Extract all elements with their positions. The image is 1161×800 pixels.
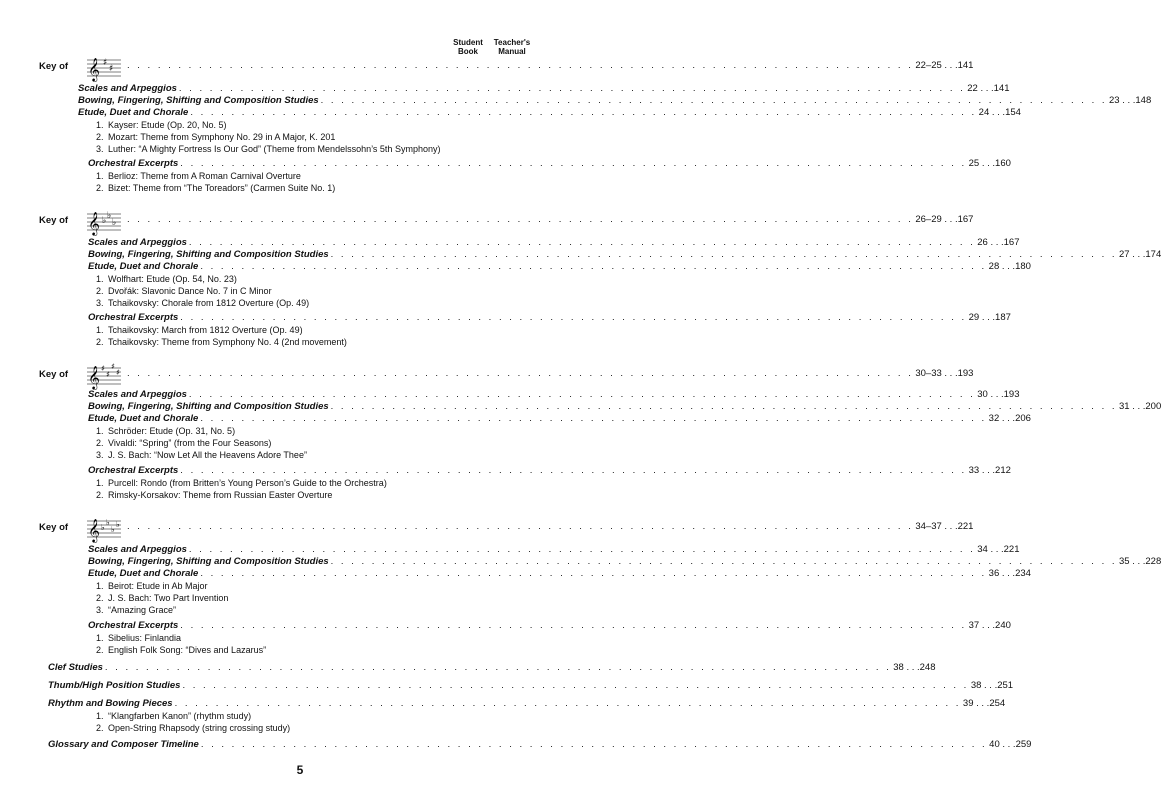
key-entry: . . . . . . . . . . . . . . . . . . . . . . . . . . . . . . . . . . . . . . . . . . . . . . . . . . . . . . . . . . . . . . . . . . . . . . . . . . . . . 22–25 . . .141 — [127, 60, 974, 71]
key-label: Key of — [39, 369, 69, 380]
svg-text:♭: ♭ — [102, 216, 107, 226]
toc-entry: Etude, Duet and Chorale . . . . . . . . . . . . . . . . . . . . . . . . . . . . . . . . . . . . . . . . . . . . . . . . . . . . . . . . . . . . . . . . . . . . . . . . . . . . . 36 . . .234 — [88, 568, 1031, 579]
list-item: 1. Kayser: Etude (Op. 20, No. 5) — [96, 120, 227, 130]
list-item: 1. Schröder: Etude (Op. 31, No. 5) — [96, 426, 236, 436]
toc-entry-glossary: Glossary and Composer Timeline . . . . . . . . . . . . . . . . . . . . . . . . . . . . . . . . . . . . . . . . . . . . . . . . . . . . . . . . . . . . . . . . . . . . . . . . . . . . . 40 . . .259 — [48, 739, 1032, 750]
svg-text:𝄞: 𝄞 — [88, 211, 100, 235]
svg-text:♭: ♭ — [116, 520, 120, 529]
teachers-manual-column-header: Teacher's Manual — [493, 38, 531, 56]
toc-entry: Orchestral Excerpts . . . . . . . . . . . . . . . . . . . . . . . . . . . . . . . . . . . . . . . . . . . . . . . . . . . . . . . . . . . . . . . . . . . . . . . . . . . . . 33 . . .212 — [88, 465, 1011, 476]
page-numbers: 22–25 . . .141 — [915, 60, 974, 71]
svg-text:𝄞: 𝄞 — [88, 365, 100, 389]
list-item: 1. Sibelius: Finlandia — [96, 633, 182, 643]
list-item: 3. “Amazing Grace” — [96, 605, 177, 615]
svg-text:♯: ♯ — [103, 58, 108, 68]
list-item: 1. Purcell: Rondo (from Britten’s Young Person’s Guide to the Orchestra) — [96, 478, 387, 488]
toc-entry: Scales and Arpeggios . . . . . . . . . . . . . . . . . . . . . . . . . . . . . . . . . . . . . . . . . . . . . . . . . . . . . . . . . . . . . . . . . . . . . . . . . . . . . 22 . . .141 — [78, 83, 1010, 94]
toc-entry: Bowing, Fingering, Shifting and Composition Studies . . . . . . . . . . . . . . . . . . . . . . . . . . . . . . . . . . . . . . . . . . . . . . . . . . . . . . . . . . . . . . . . . . . . . . . . . . . . . 35 . . .228 — [88, 556, 1161, 567]
svg-text:♭: ♭ — [106, 518, 110, 527]
svg-text:♯: ♯ — [109, 64, 114, 74]
list-item: 1. Berlioz: Theme from A Roman Carnival Overture — [96, 171, 301, 181]
toc-entry: Orchestral Excerpts . . . . . . . . . . . . . . . . . . . . . . . . . . . . . . . . . . . . . . . . . . . . . . . . . . . . . . . . . . . . . . . . . . . . . . . . . . . . . 29 . . .187 — [88, 312, 1011, 323]
svg-text:♯: ♯ — [101, 364, 105, 373]
key-entry: . . . . . . . . . . . . . . . . . . . . . . . . . . . . . . . . . . . . . . . . . . . . . . . . . . . . . . . . . . . . . . . . . . . . . . . . . . . . . 30–33 . . .193 — [127, 368, 974, 379]
list-item: 2. Mozart: Theme from Symphony No. 29 in A Major, K. 201 — [96, 132, 336, 142]
page-number: 5 — [296, 763, 304, 777]
svg-text:𝄞: 𝄞 — [88, 518, 100, 542]
key-label: Key of — [39, 215, 69, 226]
toc-entry-clef-studies: Clef Studies . . . . . . . . . . . . . . . . . . . . . . . . . . . . . . . . . . . . . . . . . . . . . . . . . . . . . . . . . . . . . . . . . . . . . . . . . . . . . 38 . . .248 — [48, 662, 936, 673]
svg-text:♭: ♭ — [101, 523, 105, 532]
list-item: 1. Tchaikovsky: March from 1812 Overture (Op. 49) — [96, 325, 303, 335]
svg-text:♭: ♭ — [107, 211, 112, 221]
toc-entry: Bowing, Fingering, Shifting and Composition Studies . . . . . . . . . . . . . . . . . . . . . . . . . . . . . . . . . . . . . . . . . . . . . . . . . . . . . . . . . . . . . . . . . . . . . . . . . . . . . 27 . . .174 — [88, 249, 1161, 260]
key-entry: . . . . . . . . . . . . . . . . . . . . . . . . . . . . . . . . . . . . . . . . . . . . . . . . . . . . . . . . . . . . . . . . . . . . . . . . . . . . . 34–37 . . .221 — [127, 521, 974, 532]
list-item: 2. Tchaikovsky: Theme from Symphony No. 4 (2nd movement) — [96, 337, 347, 347]
svg-text:♯: ♯ — [111, 362, 115, 371]
svg-text:♯: ♯ — [116, 368, 120, 377]
list-item: 2. Open-String Rhapsody (string crossing study) — [96, 723, 291, 733]
list-item: 2. J. S. Bach: Two Part Invention — [96, 593, 229, 603]
toc-entry: Etude, Duet and Chorale . . . . . . . . . . . . . . . . . . . . . . . . . . . . . . . . . . . . . . . . . . . . . . . . . . . . . . . . . . . . . . . . . . . . . . . . . . . . . 32 . . .206 — [88, 413, 1031, 424]
svg-text:♭: ♭ — [112, 218, 117, 228]
toc-entry: Orchestral Excerpts . . . . . . . . . . . . . . . . . . . . . . . . . . . . . . . . . . . . . . . . . . . . . . . . . . . . . . . . . . . . . . . . . . . . . . . . . . . . . 37 . . .240 — [88, 620, 1011, 631]
list-item: 3. Tchaikovsky: Chorale from 1812 Overture (Op. 49) — [96, 298, 310, 308]
list-item: 2. Dvořák: Slavonic Dance No. 7 in C Minor — [96, 286, 272, 296]
svg-text:𝄞: 𝄞 — [88, 57, 100, 81]
key-signature-icon — [87, 208, 121, 234]
student-book-column-header: Student Book — [453, 38, 483, 56]
toc-entry: Scales and Arpeggios . . . . . . . . . . . . . . . . . . . . . . . . . . . . . . . . . . . . . . . . . . . . . . . . . . . . . . . . . . . . . . . . . . . . . . . . . . . . . 34 . . .221 — [88, 544, 1020, 555]
toc-entry: Bowing, Fingering, Shifting and Composition Studies . . . . . . . . . . . . . . . . . . . . . . . . . . . . . . . . . . . . . . . . . . . . . . . . . . . . . . . . . . . . . . . . . . . . . . . . . . . . . 31 . . .200 — [88, 401, 1161, 412]
key-signature-icon — [87, 515, 121, 541]
list-item: 2. English Folk Song: “Dives and Lazarus” — [96, 645, 267, 655]
toc-entry: Scales and Arpeggios . . . . . . . . . . . . . . . . . . . . . . . . . . . . . . . . . . . . . . . . . . . . . . . . . . . . . . . . . . . . . . . . . . . . . . . . . . . . . 26 . . .167 — [88, 237, 1020, 248]
key-label: Key of — [39, 61, 69, 72]
svg-text:♭: ♭ — [111, 525, 115, 534]
list-item: 2. Bizet: Theme from “The Toreadors” (Carmen Suite No. 1) — [96, 183, 336, 193]
list-item: 3. J. S. Bach: “Now Let All the Heavens Adore Thee” — [96, 450, 307, 460]
toc-entry: Orchestral Excerpts . . . . . . . . . . . . . . . . . . . . . . . . . . . . . . . . . . . . . . . . . . . . . . . . . . . . . . . . . . . . . . . . . . . . . . . . . . . . . 25 . . .160 — [88, 158, 1011, 169]
list-item: 3. Luther: “A Mighty Fortress Is Our God” (Theme from Mendelssohn’s 5th Symphony) — [96, 144, 441, 154]
toc-entry-rhythm-bowing: Rhythm and Bowing Pieces . . . . . . . . . . . . . . . . . . . . . . . . . . . . . . . . . . . . . . . . . . . . . . . . . . . . . . . . . . . . . . . . . . . . . . . . . . . . . 39 . . .254 — [48, 698, 1006, 709]
toc-entry: Etude, Duet and Chorale . . . . . . . . . . . . . . . . . . . . . . . . . . . . . . . . . . . . . . . . . . . . . . . . . . . . . . . . . . . . . . . . . . . . . . . . . . . . . 24 . . .154 — [78, 107, 1021, 118]
toc-entry-thumb-position: Thumb/High Position Studies . . . . . . . . . . . . . . . . . . . . . . . . . . . . . . . . . . . . . . . . . . . . . . . . . . . . . . . . . . . . . . . . . . . . . . . . . . . . . 38 . . .251 — [48, 680, 1014, 691]
list-item: 1. Wolfhart: Etude (Op. 54, No. 23) — [96, 274, 237, 284]
toc-entry: Bowing, Fingering, Shifting and Composition Studies . . . . . . . . . . . . . . . . . . . . . . . . . . . . . . . . . . . . . . . . . . . . . . . . . . . . . . . . . . . . . . . . . . . . . . . . . . . . . 23 . . .148 — [78, 95, 1152, 106]
list-item: 1. “Klangfarben Kanon” (rhythm study) — [96, 711, 252, 721]
key-label: Key of — [39, 522, 69, 533]
list-item: 2. Vivaldi: “Spring” (from the Four Seasons) — [96, 438, 272, 448]
key-entry: . . . . . . . . . . . . . . . . . . . . . . . . . . . . . . . . . . . . . . . . . . . . . . . . . . . . . . . . . . . . . . . . . . . . . . . . . . . . . 26–29 . . .167 — [127, 214, 974, 225]
toc-entry: Scales and Arpeggios . . . . . . . . . . . . . . . . . . . . . . . . . . . . . . . . . . . . . . . . . . . . . . . . . . . . . . . . . . . . . . . . . . . . . . . . . . . . . 30 . . .193 — [88, 389, 1020, 400]
svg-text:♯: ♯ — [106, 370, 110, 379]
key-signature-icon — [87, 362, 121, 388]
toc-entry: Etude, Duet and Chorale . . . . . . . . . . . . . . . . . . . . . . . . . . . . . . . . . . . . . . . . . . . . . . . . . . . . . . . . . . . . . . . . . . . . . . . . . . . . . 28 . . .180 — [88, 261, 1031, 272]
list-item: 1. Beirot: Etude in Ab Major — [96, 581, 208, 591]
key-signature-icon — [87, 54, 121, 80]
list-item: 2. Rimsky-Korsakov: Theme from Russian Easter Overture — [96, 490, 333, 500]
